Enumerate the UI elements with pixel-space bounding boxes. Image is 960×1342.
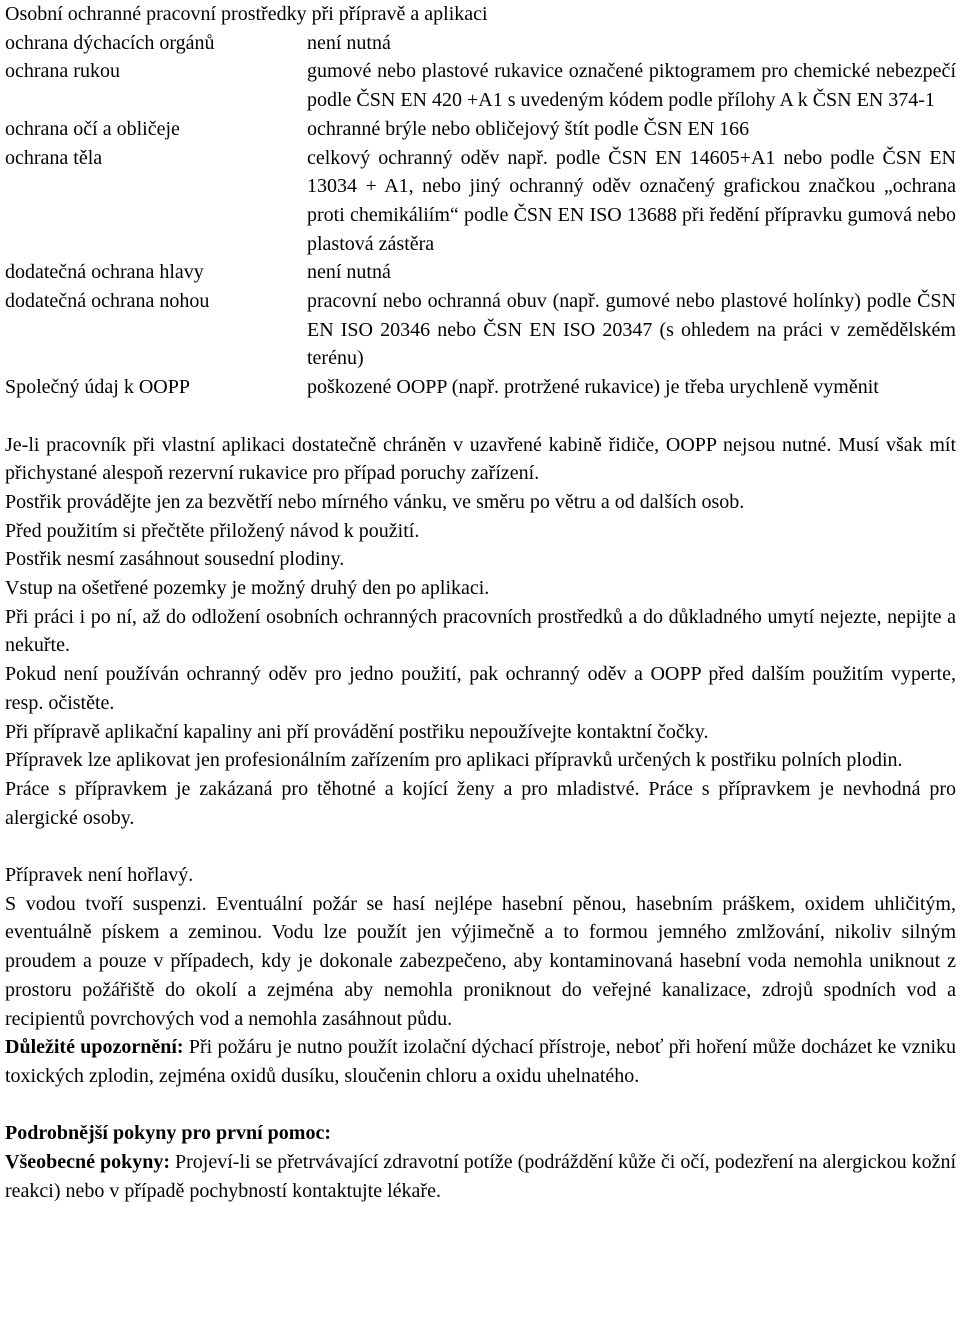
ppe-value-feet: pracovní nebo ochranná obuv (např. gumové nebo plastové holínky) podle ČSN EN ISO 20346 nebo ČSN EN ISO 20347 (s ohledem na práci v zemědělském terénu): [307, 290, 956, 370]
first-aid-heading: [5, 1119, 956, 1148]
ppe-label-eyes: ochrana očí a obličeje: [5, 117, 180, 140]
spacer: [5, 402, 956, 431]
first-aid-general-label: Všeobecné pokyny:: [5, 1151, 171, 1174]
ppe-label-respiratory: ochrana dýchacích orgánů: [5, 31, 215, 54]
first-aid-general-text: Projeví-li se přetrvávající zdravotní potíže (podráždění kůže či očí, podezření na alergickou kožní reakci) nebo v případě pochybností kontaktujte lékaře.: [5, 1151, 957, 1202]
paragraph: Pokud není používán ochranný oděv pro jedno použití, pak ochranný oděv a OOPP před dalším použitím vyperte, resp. očistěte.: [5, 663, 956, 714]
ppe-label-hands: ochrana rukou: [5, 60, 120, 83]
first-aid-general: [5, 1148, 956, 1205]
ppe-value-respiratory: není nutná: [307, 31, 391, 54]
fire-warning-label: Důležité upozornění:: [5, 1036, 184, 1059]
ppe-label-feet: dodatečná ochrana nohou: [5, 290, 210, 313]
spacer: [5, 832, 956, 861]
paragraph: Přípravek lze aplikovat jen profesionálním zařízením pro aplikaci přípravků určených k postřiku polních plodin.: [5, 749, 903, 772]
ppe-value-hands: gumové nebo plastové rukavice označené piktogramem pro chemické nebezpečí podle ČSN EN 420 +A1 s uvedeným kódem podle přílohy A k ČSN EN 374-1: [307, 60, 956, 112]
paragraph: Před použitím si přečtěte přiložený návod k použití.: [5, 519, 420, 542]
ppe-value-eyes: ochranné brýle nebo obličejový štít podle ČSN EN 166: [307, 117, 750, 140]
ppe-label-head: dodatečná ochrana hlavy: [5, 261, 204, 284]
ppe-heading: Osobní ochranné pracovní prostředky při přípravě a aplikaci: [5, 3, 488, 25]
paragraph: Práce s přípravkem je zakázaná pro těhotné a kojící ženy a pro mladistvé. Práce s přípravkem je nevhodná pro alergické osoby.: [5, 777, 956, 829]
paragraph: Postřik provádějte jen za bezvětří nebo mírného vánku, ve směru po větru a od dalších osob.: [5, 490, 745, 513]
paragraph: Při práci i po ní, až do odložení osobních ochranných pracovních prostředků a do důkladného umytí nejezte, nepijte a nekuřte.: [5, 605, 956, 657]
fire-flammable: Přípravek není hořlavý.: [5, 864, 194, 887]
ppe-value-head: není nutná: [307, 261, 391, 284]
ppe-value-common: poškozené OOPP (např. protržené rukavice) je třeba urychleně vyměnit: [307, 376, 879, 399]
ppe-value-body: celkový ochranný oděv např. podle ČSN EN 14605+A1 nebo podle ČSN EN 13034 + A1, nebo jiný ochranný oděv označený grafickou značkou „ochrana proti chemikáliím“ podle ČSN EN ISO 13688 při ředění přípravku gumová nebo plastová zástěra: [307, 146, 956, 255]
fire-warning: [5, 1033, 956, 1090]
paragraph: Vstup na ošetřené pozemky je možný druhý den po aplikaci.: [5, 577, 490, 600]
paragraph: Při přípravě aplikační kapaliny ani pří provádění postřiku nepoužívejte kontaktní čočky.: [5, 720, 709, 743]
ppe-label-common: Společný údaj k OOPP: [5, 376, 190, 399]
paragraph: Je-li pracovník při vlastní aplikaci dostatečně chráněn v uzavřené kabině řidiče, OOPP nejsou nutné. Musí však mít přichystané alespoň rezervní rukavice pro případ poruchy zařízení.: [5, 433, 956, 485]
fire-warning-text: Při požáru je nutno použít izolační dýchací přístroje, neboť při hoření může docházet ke vzniku toxických zplodin, zejména oxidů dusíku, sloučenin chloru a oxidu uhelnatého.: [5, 1036, 957, 1087]
paragraph: Postřik nesmí zasáhnout sousední plodiny.: [5, 548, 345, 571]
ppe-label-body: ochrana těla: [5, 146, 103, 169]
fire-text: S vodou tvoří suspenzi. Eventuální požár se hasí nejlépe hasební pěnou, hasebním práškem, oxidem uhličitým, eventuálně pískem a zeminou. Vodu lze použít jen výjimečně a to formou jemného zmlžování, nikoliv silným proudem a pouze v případech, kdy je dokonale zabezpečeno, aby kontaminovaná hasební voda nemohla uniknout z prostoru požářiště do okolí a zejména aby nemohla proniknout do veřejné kanalizace, zdrojů spodních vod a recipientů povrchových vod a nemohla zasáhnout půdu.: [5, 892, 956, 1030]
spacer: [5, 1091, 956, 1120]
first-aid-heading-text: Podrobnější pokyny pro první pomoc:: [5, 1122, 331, 1145]
ppe-table: [5, 29, 956, 402]
